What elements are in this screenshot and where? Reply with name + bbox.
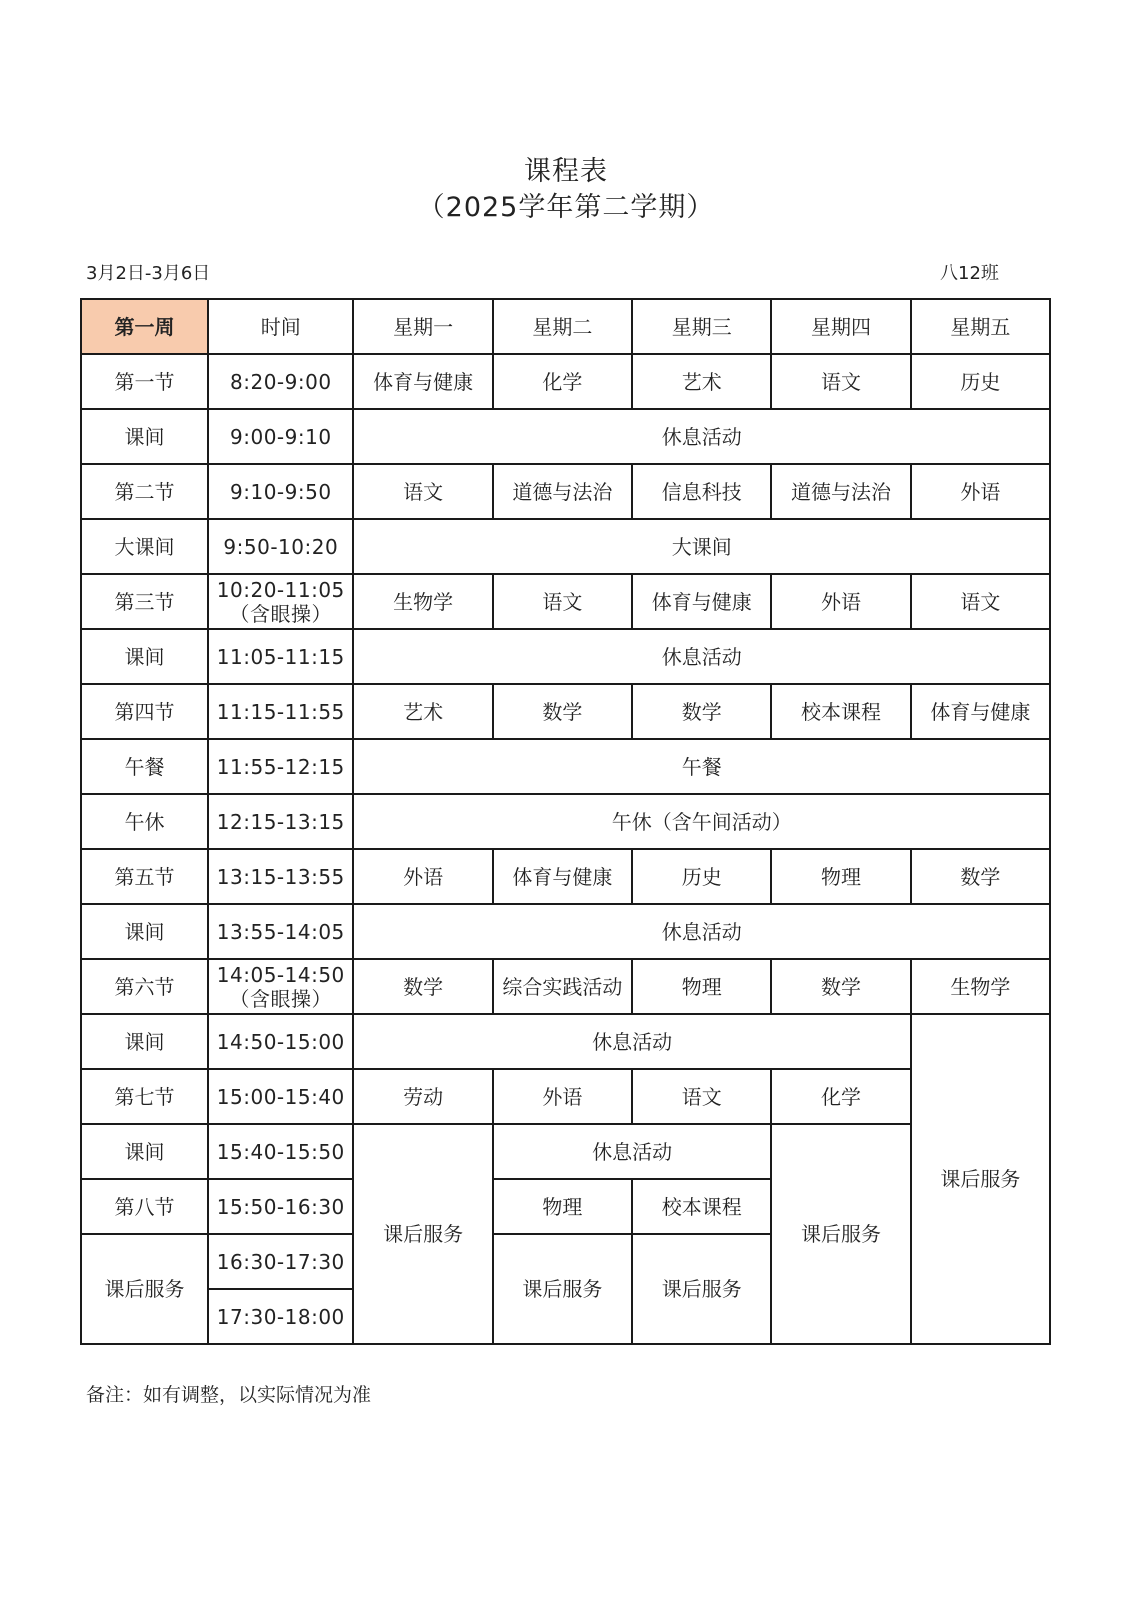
period-time: 13:15-13:55 [208,849,353,904]
period-time-range: 10:20-11:05 [216,577,345,602]
period-label: 第三节 [81,574,208,629]
course-cell: 物理 [771,849,910,904]
period-time: 15:50-16:30 [208,1179,353,1234]
course-cell: 艺术 [353,684,492,739]
course-cell: 语文 [353,464,492,519]
period-row-6 [81,959,1050,1014]
period-time: 13:55-14:05 [208,904,353,959]
period-time: 9:10-9:50 [208,464,353,519]
course-cell: 校本课程 [632,1179,771,1234]
course-cell: 信息科技 [632,464,771,519]
period-time [208,959,353,1014]
day-header-mon: 星期一 [353,299,492,354]
period-time-range: 14:05-14:50 [216,962,345,987]
course-cell: 化学 [771,1069,910,1124]
period-row-3 [81,574,1050,629]
activity-cell: 大课间 [353,519,1050,574]
course-cell: 历史 [911,354,1050,409]
course-cell: 生物学 [353,574,492,629]
course-cell: 物理 [493,1179,632,1234]
activity-cell: 休息活动 [353,629,1050,684]
course-cell: 数学 [353,959,492,1014]
course-cell: 体育与健康 [353,354,492,409]
period-label: 午餐 [81,739,208,794]
period-label: 课间 [81,1124,208,1179]
period-time: 14:50-15:00 [208,1014,353,1069]
course-cell: 校本课程 [771,684,910,739]
header-row [81,299,1050,354]
break-row-1 [81,409,1050,464]
break-row-2 [81,629,1050,684]
period-label: 课后服务 [81,1234,208,1344]
period-row-1 [81,354,1050,409]
after-school-cell-tue: 课后服务 [493,1234,632,1344]
period-label: 课间 [81,409,208,464]
period-time: 8:20-9:00 [208,354,353,409]
period-time: 17:30-18:00 [208,1289,353,1344]
footnote: 备注：如有调整，以实际情况为准 [86,1384,372,1406]
period-time: 16:30-17:30 [208,1234,353,1289]
time-header: 时间 [208,299,353,354]
activity-cell: 休息活动 [493,1124,772,1179]
period-label: 第二节 [81,464,208,519]
course-cell: 道德与法治 [771,464,910,519]
period-label: 第七节 [81,1069,208,1124]
course-cell: 外语 [911,464,1050,519]
lunch-row [81,739,1050,794]
course-cell: 艺术 [632,354,771,409]
course-cell: 数学 [771,959,910,1014]
period-label: 午休 [81,794,208,849]
period-label: 大课间 [81,519,208,574]
date-range: 3月2日-3月6日 [86,263,211,284]
course-cell: 外语 [353,849,492,904]
course-cell: 体育与健康 [632,574,771,629]
period-time: 11:55-12:15 [208,739,353,794]
course-cell: 化学 [493,354,632,409]
course-cell: 语文 [771,354,910,409]
period-label: 第八节 [81,1179,208,1234]
course-cell: 物理 [632,959,771,1014]
course-cell: 道德与法治 [493,464,632,519]
after-school-cell-fri: 课后服务 [911,1014,1050,1344]
activity-cell: 休息活动 [353,904,1050,959]
period-label: 课间 [81,904,208,959]
day-header-wed: 星期三 [632,299,771,354]
day-header-thu: 星期四 [771,299,910,354]
period-time-note: （含眼操） [229,601,333,626]
period-time-note: （含眼操） [229,986,333,1011]
course-cell: 历史 [632,849,771,904]
course-cell: 体育与健康 [493,849,632,904]
course-cell: 外语 [771,574,910,629]
activity-cell: 午休（含午间活动） [353,794,1050,849]
course-cell: 综合实践活动 [493,959,632,1014]
day-header-tue: 星期二 [493,299,632,354]
course-cell: 劳动 [353,1069,492,1124]
course-cell: 语文 [911,574,1050,629]
after-school-cell-mon: 课后服务 [353,1124,492,1344]
activity-cell: 休息活动 [353,1014,910,1069]
period-label: 第四节 [81,684,208,739]
period-label: 课间 [81,1014,208,1069]
schedule-table [80,298,1051,1345]
activity-cell: 休息活动 [353,409,1050,464]
course-cell: 数学 [632,684,771,739]
period-time: 15:40-15:50 [208,1124,353,1179]
period-time: 11:05-11:15 [208,629,353,684]
period-row-7 [81,1069,1050,1124]
after-school-cell-thu: 课后服务 [771,1124,910,1344]
break-row-5 [81,1124,1050,1179]
period-time: 12:15-13:15 [208,794,353,849]
break-row-4 [81,1014,1050,1069]
big-break-row [81,519,1050,574]
break-row-3 [81,904,1050,959]
course-cell: 数学 [911,849,1050,904]
class-name: 八12班 [940,263,999,284]
period-row-2 [81,464,1050,519]
period-label: 第一节 [81,354,208,409]
after-school-cell-wed: 课后服务 [632,1234,771,1344]
period-row-4 [81,684,1050,739]
course-cell: 体育与健康 [911,684,1050,739]
schedule-subtitle: （2025学年第二学期） [417,192,715,223]
course-cell: 外语 [493,1069,632,1124]
period-time: 15:00-15:40 [208,1069,353,1124]
day-header-fri: 星期五 [911,299,1050,354]
period-time: 9:00-9:10 [208,409,353,464]
nap-row [81,794,1050,849]
schedule-title: 课程表 [524,156,608,187]
week-header: 第一周 [81,299,208,354]
period-time [208,574,353,629]
course-cell: 语文 [632,1069,771,1124]
period-label: 第六节 [81,959,208,1014]
period-time: 9:50-10:20 [208,519,353,574]
activity-cell: 午餐 [353,739,1050,794]
period-row-5 [81,849,1050,904]
course-cell: 生物学 [911,959,1050,1014]
period-time: 11:15-11:55 [208,684,353,739]
period-label: 第五节 [81,849,208,904]
course-cell: 语文 [493,574,632,629]
period-label: 课间 [81,629,208,684]
course-cell: 数学 [493,684,632,739]
